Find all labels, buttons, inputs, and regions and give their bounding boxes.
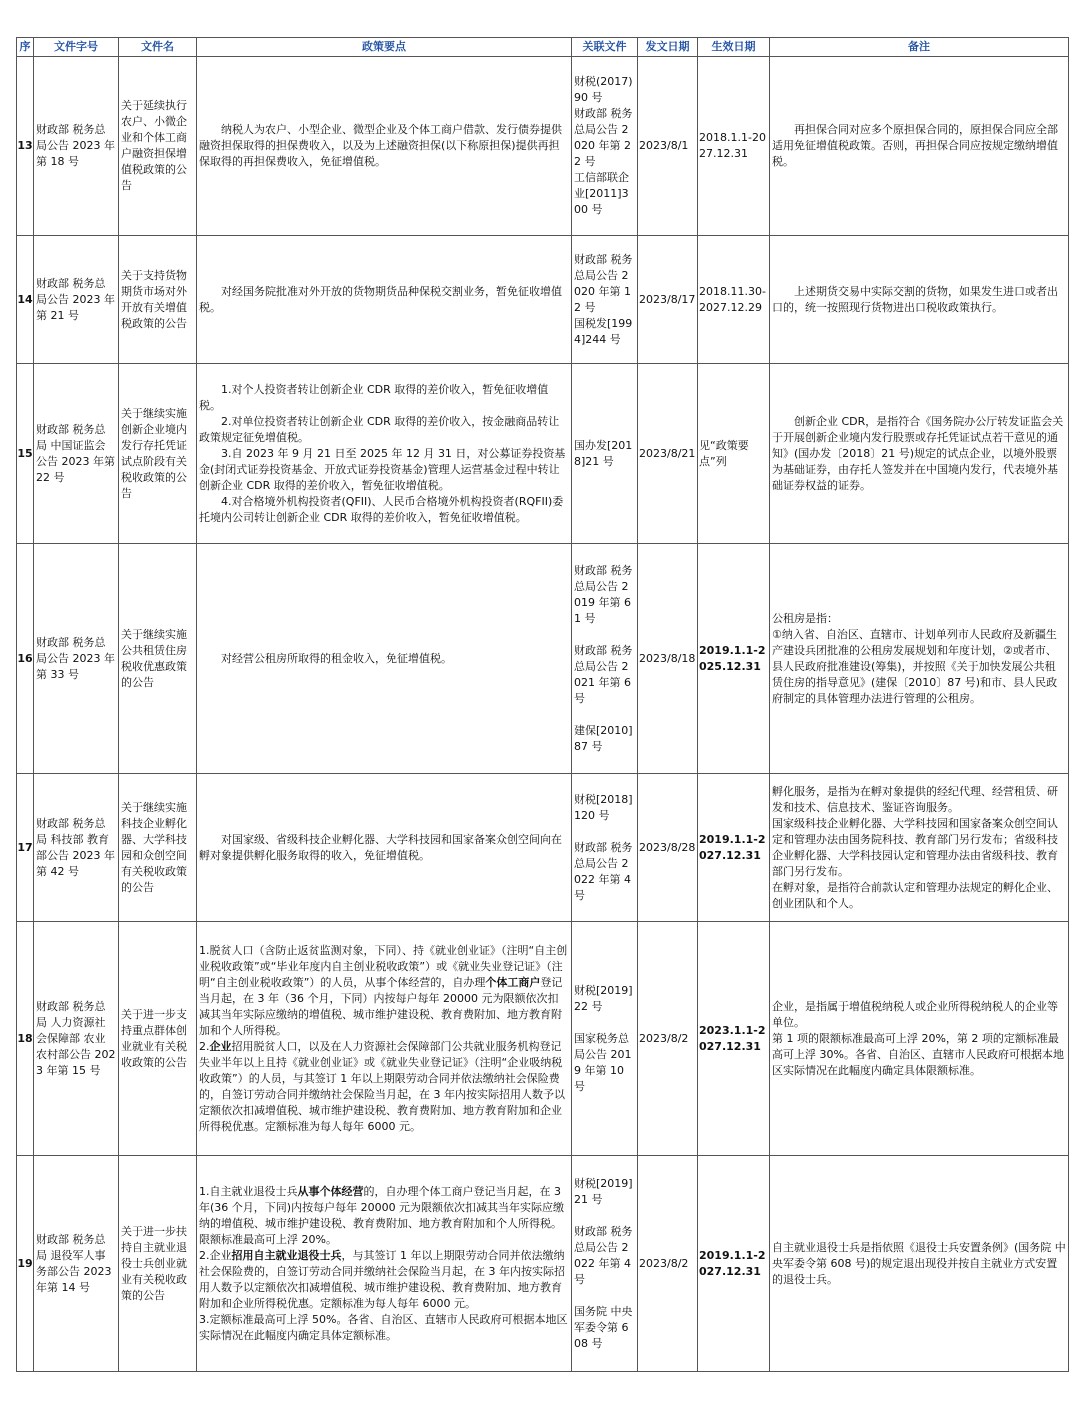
paragraph: 4.对合格境外机构投资者(QFII)、人民币合格境外机构投资者(RQFII)委托境内公司转让创新企业 CDR 取得的差价收入，暂免征收增值税。 xyxy=(199,494,564,524)
row-effective: 2018.1.1-2027.12.31 xyxy=(698,57,770,236)
row-related xyxy=(572,236,638,364)
row-issue-date: 2023/8/18 xyxy=(638,544,698,774)
row-doc-no: 财政部 税务总局 中国证监会公告 2023 年第 22 号 xyxy=(34,364,119,544)
row-issue-date: 2023/8/2 xyxy=(638,922,698,1156)
related-line: 国税发[1994]244 号 xyxy=(574,316,633,346)
header-seq: 序 xyxy=(17,38,34,57)
header-row xyxy=(17,38,1069,57)
header-issue-date: 发文日期 xyxy=(638,38,698,57)
table-row xyxy=(17,922,1069,1156)
related-line xyxy=(574,707,635,723)
header-points: 政策要点 xyxy=(197,38,572,57)
row-doc-name: 关于延续执行农户、小微企业和个体工商户融资担保增值税政策的公告 xyxy=(119,57,197,236)
policy-table xyxy=(16,37,1069,1372)
paragraph: 上述期货交易中实际交割的货物，如果发生进口或者出口的，统一按照现行货物进出口税收政策执行。 xyxy=(772,284,1058,314)
row-issue-date: 2023/8/2 xyxy=(638,1156,698,1372)
row-remarks xyxy=(770,57,1069,236)
row-points: 1.脱贫人口（含防止返贫监测对象，下同）、持《就业创业证》（注明“自主创业税收政策”或“毕业年度内自主创业税收政策”）或《就业失业登记证》（注明“自主创业税收政策”）的人员，从事个体经营的，自办理个体工商户登记当月起，在 3 年（36 个月，下同）内按每户每年 20000 元为限额依次扣减其当年实际应缴纳的增值税、城市维护建设税、教育费附加、地方教育附加和个人所得税。 2.企业招用脱贫人口，以及在人力资源社会保障部门公共就业服务机构登记失业半年以上且持《就业创业证》或《就业失业登记证》（注明“企业吸纳税收政策”）的人员，与其签订 1 年以上期限劳动合同并依法缴纳社会保险费的，自签订劳动合同并缴纳社会保险当月起，在 3 年内按实际招用人数予以定额依次扣减增值税、城市维护建设税、教育费附加、地方教育附加和企业所得税优惠。定额标准为每人每年 6000 元。 xyxy=(197,922,572,1156)
related-line xyxy=(574,1288,635,1304)
table-row xyxy=(17,1156,1069,1372)
header-doc-no: 文件字号 xyxy=(34,38,119,57)
related-line xyxy=(574,1208,635,1224)
paragraph: 纳税人为农户、小型企业、微型企业及个体工商户借款、发行债券提供融资担保取得的担保费收入，以及为上述融资担保(以下称原担保)提供再担保取得的再担保费收入，免征增值税。 xyxy=(199,123,562,168)
row-seq: 16 xyxy=(17,544,34,774)
row-related xyxy=(572,774,638,922)
row-seq: 15 xyxy=(17,364,34,544)
related-line: 财政部 税务总局公告 2020 年第 22 号 xyxy=(574,107,633,168)
header-related: 关联文件 xyxy=(572,38,638,57)
paragraph: ①纳入省、自治区、直辖市、计划单列市人民政府及新疆生产建设兵团批准的公租房发展规划和年度计划，②或者市、县人民政府批准建设(筹集)，并按照《关于加快发展公共租赁住房的指导意见》(建保〔2010〕87 号)和市、县人民政府制定的具体管理办法进行管理的公租房。 xyxy=(772,627,1058,705)
row-doc-name: 关于继续实施科技企业孵化器、大学科技园和众创空间有关税收政策的公告 xyxy=(119,774,197,922)
row-effective: 2019.1.1-2025.12.31 xyxy=(698,544,770,774)
row-remarks xyxy=(770,1156,1069,1372)
related-line: 财税[2018]120 号 xyxy=(574,792,633,822)
row-doc-name: 关于继续实施创新企业境内发行存托凭证试点阶段有关税收政策的公告 xyxy=(119,364,197,544)
row-doc-name: 关于支持货物期货市场对外开放有关增值税政策的公告 xyxy=(119,236,197,364)
related-line: 国办发[2018]21 号 xyxy=(574,438,633,468)
row-doc-no: 财政部 税务总局 科技部 教育部公告 2023 年第 42 号 xyxy=(34,774,119,922)
paragraph: 孵化服务，是指为在孵对象提供的经纪代理、经营租赁、研发和技术、信息技术、鉴证咨询服务。 xyxy=(772,784,1058,814)
row-related xyxy=(572,57,638,236)
row-remarks xyxy=(770,774,1069,922)
related-line xyxy=(574,1015,635,1031)
related-line: 财政部 税务总局公告 2022 年第 4 号 xyxy=(574,1224,633,1286)
row-remarks xyxy=(770,544,1069,774)
related-line: 财政部 税务总局公告 2021 年第 6 号 xyxy=(574,643,633,705)
row-seq: 18 xyxy=(17,922,34,1156)
paragraph: 自主就业退役士兵是指依照《退役士兵安置条例》(国务院 中央军委令第 608 号)的规定退出现役并按自主就业方式安置的退役士兵。 xyxy=(772,1240,1066,1286)
related-line: 建保[2010]87 号 xyxy=(574,723,633,753)
table-row xyxy=(17,236,1069,364)
related-line: 财政部 税务总局公告 2019 年第 61 号 xyxy=(574,563,633,625)
row-related xyxy=(572,544,638,774)
row-effective: 2019.1.1-2027.12.31 xyxy=(698,774,770,922)
row-seq: 17 xyxy=(17,774,34,922)
row-points xyxy=(197,774,572,922)
related-line xyxy=(574,627,635,643)
related-line: 财税(2017)90 号 xyxy=(574,75,633,104)
row-seq: 19 xyxy=(17,1156,34,1372)
row-remarks xyxy=(770,922,1069,1156)
row-remarks xyxy=(770,236,1069,364)
paragraph: 对经国务院批准对外开放的货物期货品种保税交割业务，暂免征收增值税。 xyxy=(199,284,562,314)
row-points xyxy=(197,544,572,774)
table-row xyxy=(17,364,1069,544)
related-line: 国务院 中央军委令第 608 号 xyxy=(574,1304,633,1350)
row-seq: 14 xyxy=(17,236,34,364)
paragraph: 第 1 项的限额标准最高可上浮 20%，第 2 项的定额标准最高可上浮 30%。各省、自治区、直辖市人民政府可根据本地区实际情况在此幅度内确定具体限额标准。 xyxy=(772,1031,1064,1077)
paragraph: 3.自 2023 年 9 月 21 日至 2025 年 12 月 31 日，对公募证券投资基金(封闭式证券投资基金、开放式证券投资基金)管理人运营基金过程中转让创新企业 CDR 取得的差价收入，暂免征收增值税。 xyxy=(199,446,566,492)
related-line: 财税[2019]22 号 xyxy=(574,983,633,1013)
row-points xyxy=(197,236,572,364)
row-doc-no: 财政部 税务总局公告 2023 年第 18 号 xyxy=(34,57,119,236)
paragraph: 2.对单位投资者转让创新企业 CDR 取得的差价收入，按金融商品转让政策规定征免增值税。 xyxy=(199,414,560,444)
row-seq: 13 xyxy=(17,57,34,236)
related-line: 财政部 税务总局公告 2022 年第 4 号 xyxy=(574,840,633,902)
row-doc-no: 财政部 税务总局 退役军人事务部公告 2023 年第 14 号 xyxy=(34,1156,119,1372)
row-doc-name: 关于进一步支持重点群体创业就业有关税收政策的公告 xyxy=(119,922,197,1156)
row-effective: 见“政策要点”列 xyxy=(698,364,770,544)
paragraph: 在孵对象，是指符合前款认定和管理办法规定的孵化企业、创业团队和个人。 xyxy=(772,880,1058,910)
paragraph: 1.对个人投资者转让创新企业 CDR 取得的差价收入，暂免征收增值税。 xyxy=(199,382,549,412)
row-related xyxy=(572,1156,638,1372)
table-row xyxy=(17,544,1069,774)
row-effective: 2023.1.1-2027.12.31 xyxy=(698,922,770,1156)
paragraph: 创新企业 CDR，是指符合《国务院办公厅转发证监会关于开展创新企业境内发行股票或存托凭证试点若干意见的通知》(国办发〔2018〕21 号)规定的试点企业，以境外股票为基础证券，由存托人签发并在中国境内发行，代表境外基础证券权益的证券。 xyxy=(772,414,1064,492)
header-effective: 生效日期 xyxy=(698,38,770,57)
related-line: 工信部联企业[2011]300 号 xyxy=(574,171,629,216)
paragraph: 国家级科技企业孵化器、大学科技园和国家备案众创空间认定和管理办法由国务院科技、教育部门另行发布；省级科技企业孵化器、大学科技园认定和管理办法由省级科技、教育部门另行发布。 xyxy=(772,816,1058,878)
paragraph: 再担保合同对应多个原担保合同的，原担保合同应全部适用免征增值税政策。否则，再担保合同应按规定缴纳增值税。 xyxy=(772,123,1058,168)
row-points: 1.自主就业退役士兵从事个体经营的，自办理个体工商户登记当月起，在 3 年(36 个月，下同)内按每户每年 20000 元为限额依次扣减其当年实际应缴纳的增值税、城市维护建设税、教育费附加、地方教育附加和个人所得税。限额标准最高可上浮 20%。 2.企业招用自主就业退役士兵，与其签订 1 年以上期限劳动合同并依法缴纳社会保险费的，自签订劳动合同并缴纳社会保险当月起，在 3 年内按实际招用人数予以定额依次扣减增值税、城市维护建设税、教育费附加、地方教育附加和企业所得税优惠。定额标准为每人每年 6000 元。 3.定额标准最高可上浮 50%。各省、自治区、直辖市人民政府可根据本地区实际情况在此幅度内确定具体定额标准。 xyxy=(197,1156,572,1372)
row-remarks xyxy=(770,364,1069,544)
row-related xyxy=(572,364,638,544)
row-issue-date: 2023/8/17 xyxy=(638,236,698,364)
row-points xyxy=(197,364,572,544)
paragraph: 对经营公租房所取得的租金收入，免征增值税。 xyxy=(221,651,452,665)
row-effective: 2019.1.1-2027.12.31 xyxy=(698,1156,770,1372)
row-related xyxy=(572,922,638,1156)
row-effective: 2018.11.30-2027.12.29 xyxy=(698,236,770,364)
row-issue-date: 2023/8/28 xyxy=(638,774,698,922)
row-doc-no: 财政部 税务总局公告 2023 年第 21 号 xyxy=(34,236,119,364)
paragraph: 对国家级、省级科技企业孵化器、大学科技园和国家备案众创空间向在孵对象提供孵化服务取得的收入，免征增值税。 xyxy=(199,832,562,862)
header-doc-name: 文件名 xyxy=(119,38,197,57)
row-doc-no: 财政部 税务总局 人力资源社会保障部 农业农村部公告 2023 年第 15 号 xyxy=(34,922,119,1156)
row-issue-date: 2023/8/1 xyxy=(638,57,698,236)
row-points xyxy=(197,57,572,236)
table-row xyxy=(17,774,1069,922)
row-doc-name: 关于进一步扶持自主就业退役士兵创业就业有关税收政策的公告 xyxy=(119,1156,197,1372)
related-line: 国家税务总局公告 2019 年第 10 号 xyxy=(574,1031,632,1093)
row-issue-date: 2023/8/21 xyxy=(638,364,698,544)
related-line: 财政部 税务总局公告 2020 年第 12 号 xyxy=(574,252,633,314)
related-line xyxy=(574,824,635,840)
related-line: 财税[2019]21 号 xyxy=(574,1176,633,1206)
paragraph: 企业，是指属于增值税纳税人或企业所得税纳税人的企业等单位。 xyxy=(772,999,1058,1029)
paragraph: 公租房是指： xyxy=(772,611,838,625)
row-doc-no: 财政部 税务总局公告 2023 年第 33 号 xyxy=(34,544,119,774)
table-row xyxy=(17,57,1069,236)
header-remarks: 备注 xyxy=(770,38,1069,57)
row-doc-name: 关于继续实施公共租赁住房税收优惠政策的公告 xyxy=(119,544,197,774)
